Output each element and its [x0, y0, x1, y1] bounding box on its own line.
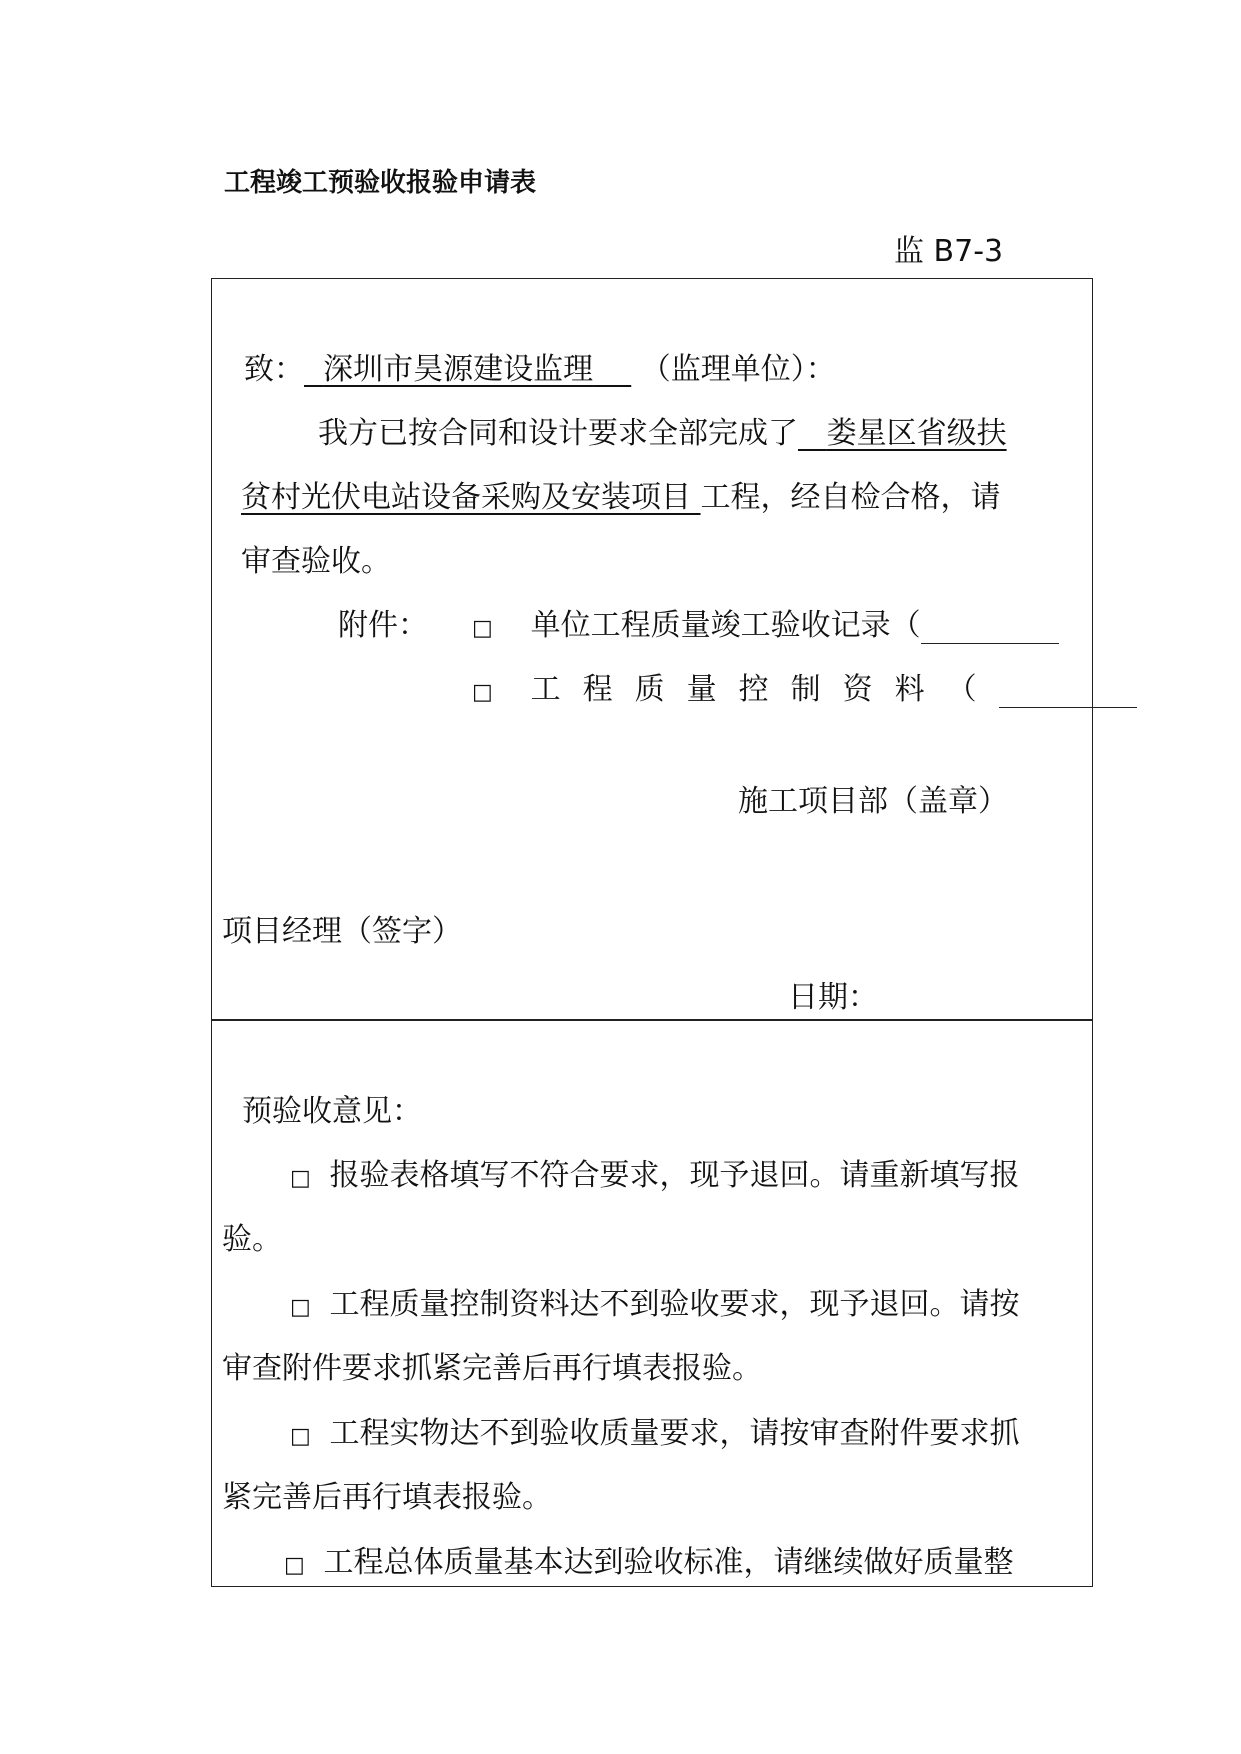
document-title: 工程竣工预验收报验申请表: [224, 168, 537, 198]
manager-signature-label: 项目经理（签字）: [222, 914, 462, 949]
body-line-2: 贫村光伏电站设备采购及安装项目 工程，经自检合格，请: [241, 480, 1001, 515]
stamp-label: 施工项目部（盖章）: [738, 784, 1008, 819]
opinion-option-1-cont: 验。: [222, 1222, 282, 1257]
attachment-1-blank[interactable]: [921, 613, 1059, 644]
to-label: 致：: [244, 352, 304, 387]
attachments-label: 附件：: [338, 608, 428, 643]
checkbox-icon[interactable]: □: [290, 1166, 311, 1191]
opinion-option-4: □ 工程总体质量基本达到验收标准，请继续做好质量整: [284, 1545, 1014, 1580]
form-code: 监 B7-3: [894, 234, 1004, 269]
to-suffix: （监理单位）：: [640, 352, 836, 387]
checkbox-icon[interactable]: □: [472, 680, 493, 705]
opinion-option-2-cont: 审查附件要求抓紧完善后再行填表报验。: [222, 1351, 762, 1386]
body-line-1: 我方已按合同和设计要求全部完成了 娄星区省级扶: [318, 416, 1007, 451]
opinion-option-3-cont: 紧完善后再行填表报验。: [222, 1480, 552, 1515]
checkbox-icon[interactable]: □: [290, 1424, 311, 1449]
supervisor-name: 深圳市昊源建设监理: [323, 352, 594, 387]
checkbox-icon[interactable]: □: [472, 616, 493, 641]
checkbox-icon[interactable]: □: [290, 1295, 311, 1320]
opinion-option-3: □ 工程实物达不到验收质量要求，请按审查附件要求抓: [290, 1416, 1020, 1451]
opinion-option-1: □ 报验表格填写不符合要求，现予退回。请重新填写报: [290, 1158, 1020, 1193]
checkbox-icon[interactable]: □: [284, 1553, 305, 1578]
project-name-part-2: 贫村光伏电站设备采购及安装项目: [241, 480, 691, 515]
opinion-heading: 预验收意见：: [242, 1094, 422, 1129]
attachment-2-blank[interactable]: [999, 677, 1137, 708]
opinion-option-2: □ 工程质量控制资料达不到验收要求，现予退回。请按: [290, 1287, 1020, 1322]
attachment-1-label: 单位工程质量竣工验收记录（: [530, 608, 921, 643]
attachment-item-2: [472, 664, 1137, 708]
body-line-3: 审查验收。: [241, 544, 391, 579]
attachment-2-label: 工程质量控制资料（: [530, 672, 999, 707]
project-name-part-1: 娄星区省级扶: [826, 416, 1007, 451]
addressee-line: [244, 344, 836, 388]
date-label: 日期：: [788, 980, 878, 1015]
attachment-item-1: [472, 600, 1059, 644]
